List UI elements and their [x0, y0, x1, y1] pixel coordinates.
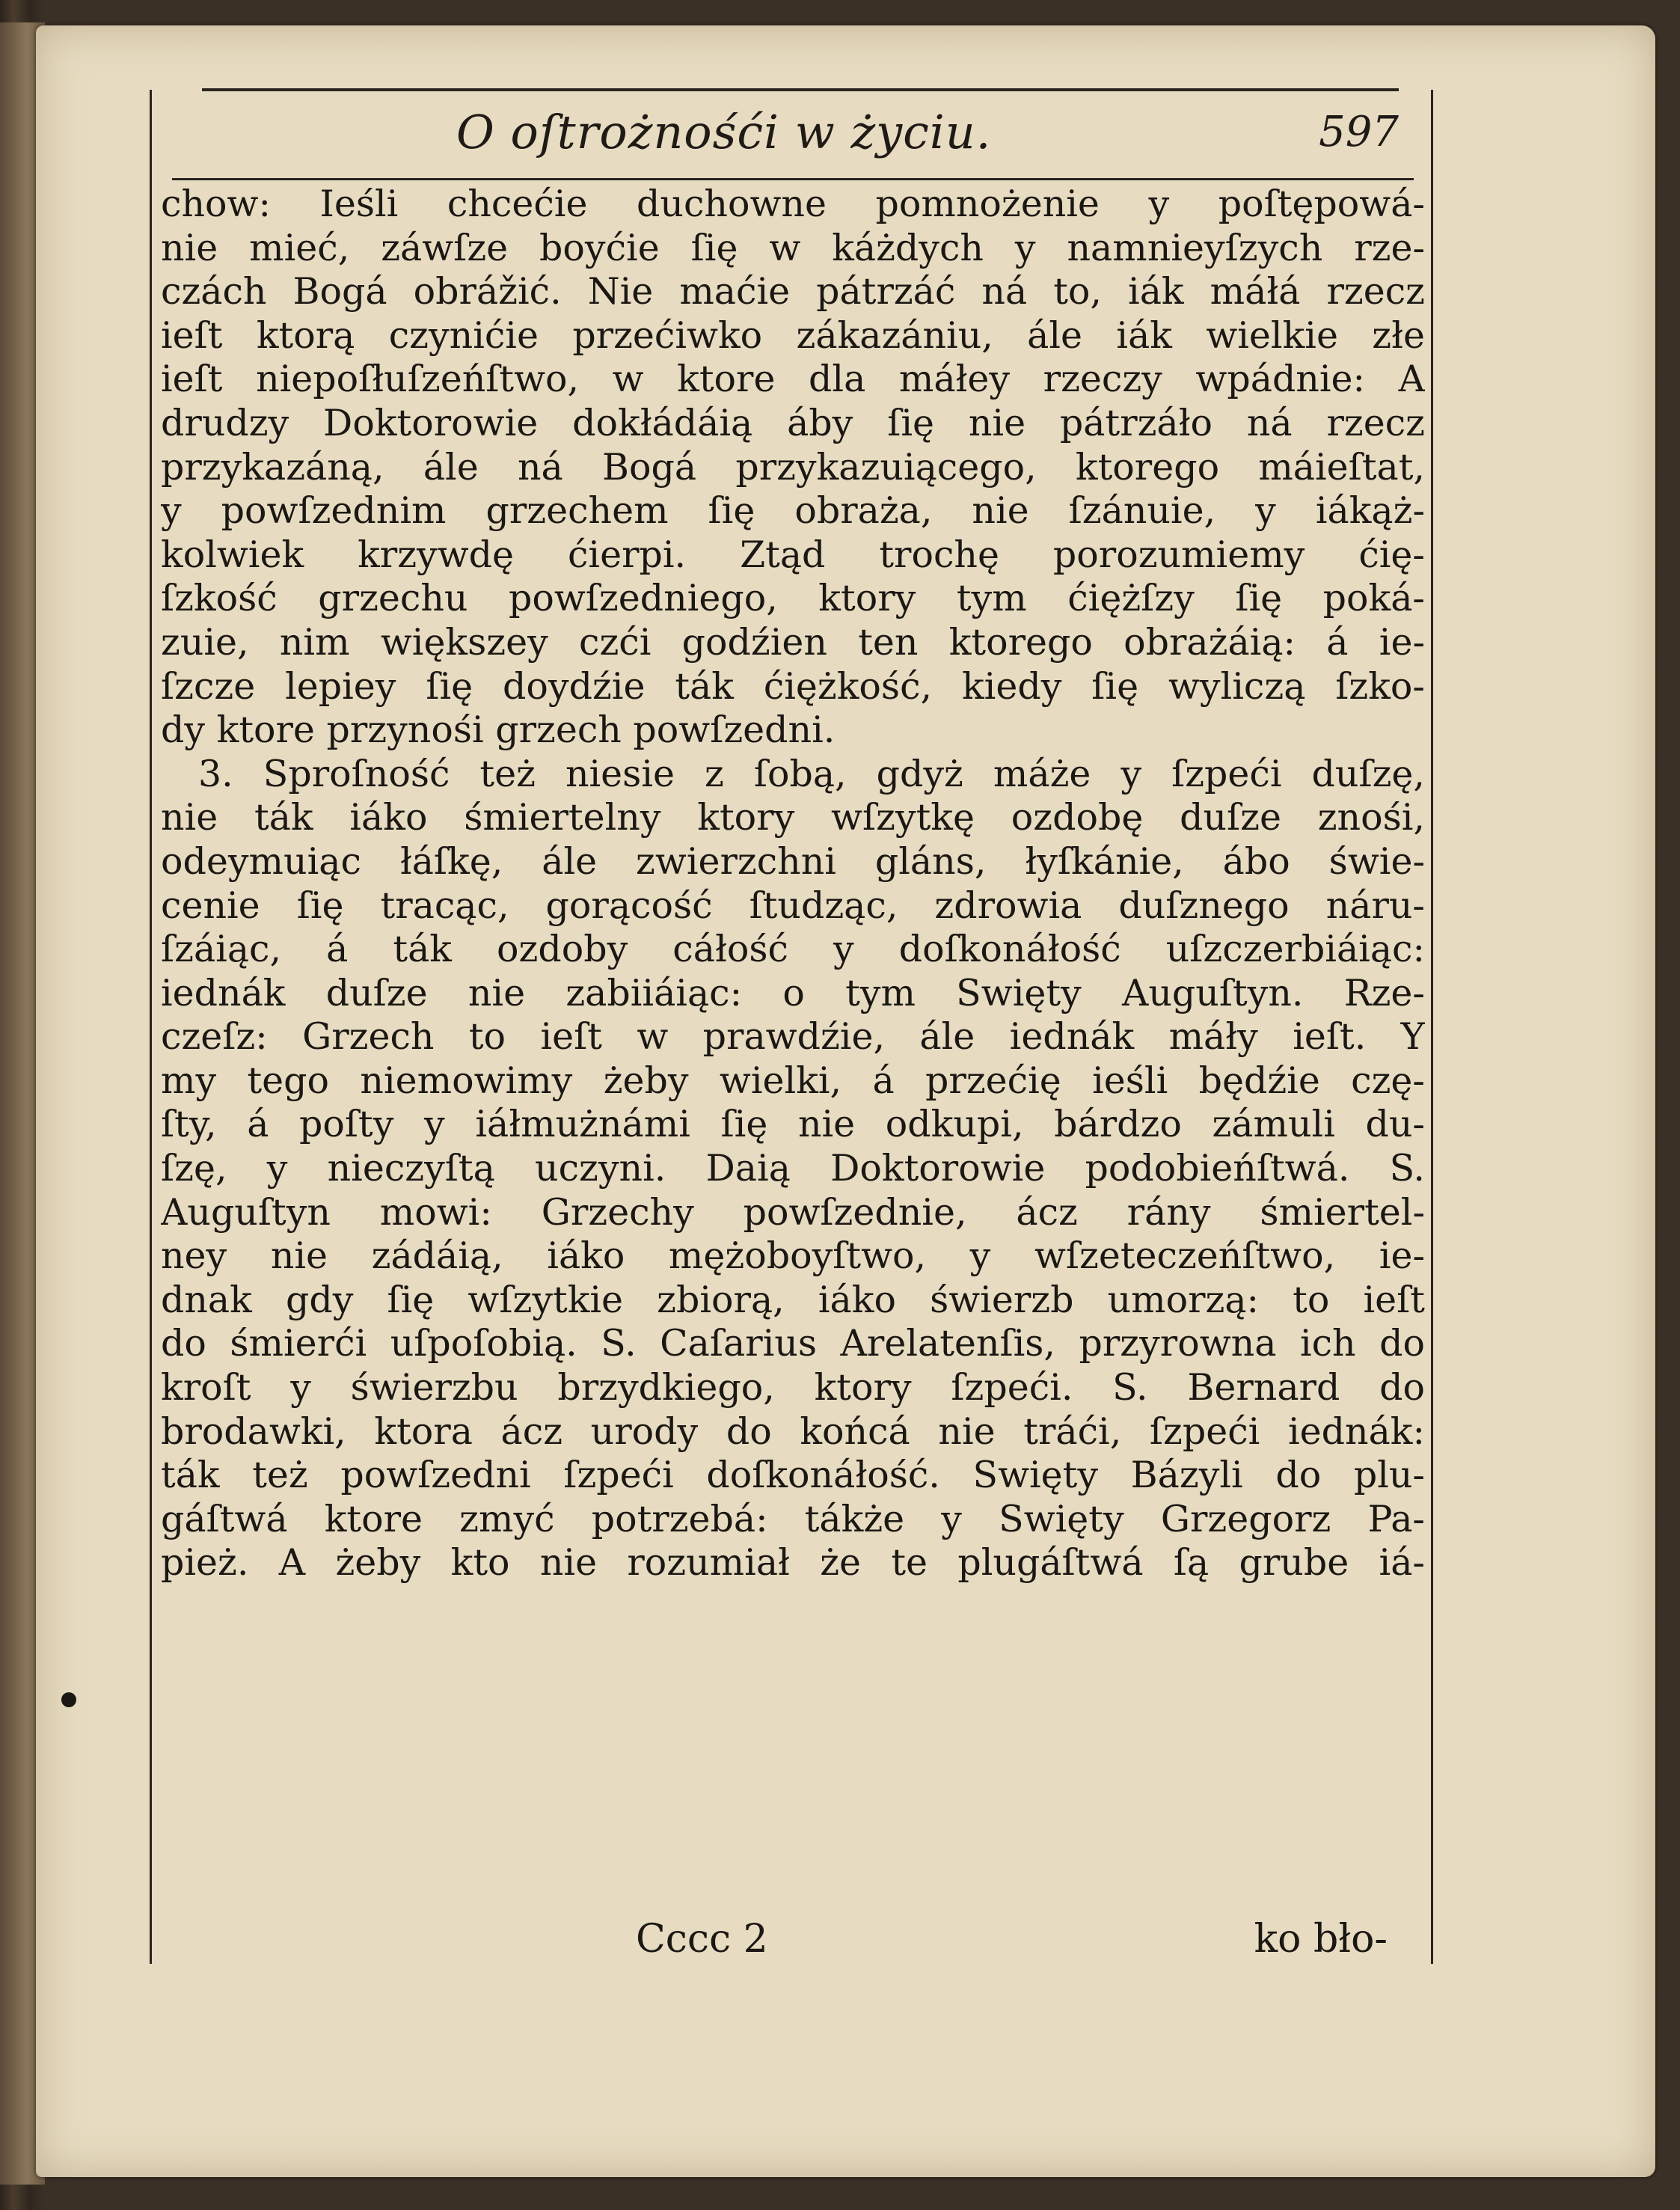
catchword: ko bło- — [1254, 1917, 1388, 1962]
text-line: ſzę, y nieczyſtą uczyni. Daią Doktorowie podobieńſtwá. S. — [161, 1147, 1425, 1190]
text-line: kolwiek krzywdę ćierpi. Ztąd trochę porozumiemy ćię- — [161, 533, 1425, 576]
text-line: czách Bogá obrážić. Nie maćie pátrzáć ná to, iák máłá rzecz — [161, 270, 1425, 313]
margin-dot — [61, 1692, 76, 1707]
text-line: przykazáną, ále ná Bogá przykazuiącego, ktorego máieſtat, — [161, 445, 1425, 489]
text-line: Auguſtyn mowi: Grzechy powſzednie, ácz rány śmiertel- — [161, 1190, 1425, 1234]
text-line: nie mieć, záwſze boyćie ſię w káżdych y namnieyſzych rze- — [161, 226, 1425, 269]
text-line: chow: Ieśli chcećie duchowne pomnożenie y poſtępowá- — [161, 183, 1425, 225]
text-line: pież. A żeby kto nie rozumiał że te plugáſtwá ſą grube iá- — [161, 1541, 1425, 1585]
text-line: kroſt y świerzbu brzydkiego, ktory ſzpeći. S. Bernard do — [161, 1366, 1425, 1409]
text-line: dy ktore przynośi grzech powſzedni. — [161, 708, 836, 752]
text-line: ſzáiąc, á ták ozdoby cáłość y doſkonáłość uſzczerbiáiąc: — [161, 928, 1425, 971]
running-head — [172, 105, 1406, 165]
text-line: ſzkość grzechu powſzedniego, ktory tym ćiężſzy ſię poká- — [161, 577, 1425, 620]
text-line: iednák duſze nie zabiiáiąc: o tym Swięty Auguſtyn. Rze- — [161, 971, 1425, 1014]
text-line: brodawki, ktora ácz urody do końcá nie tráći, ſzpeći iednák: — [161, 1409, 1425, 1453]
text-line: nie ták iáko śmiertelny ktory wſzytkę ozdobę duſze znośi, — [161, 796, 1425, 839]
signature-mark: Cccc 2 — [636, 1917, 768, 1962]
text-line: ney nie zádáią, iáko mężoboyſtwo, y wſzeteczeńſtwo, ie- — [161, 1234, 1425, 1278]
page-number: 597 — [1319, 108, 1399, 156]
text-line: ſty, á poſty y iáłmużnámi ſię nie odkupi, bárdzo zámuli du- — [161, 1103, 1425, 1146]
text-line: dnak gdy ſię wſzytkie zbiorą, iáko świerzb umorzą: to ieſt — [161, 1278, 1425, 1321]
text-line: ieſt niepoſłuſzeńſtwo, w ktore dla máłey rzeczy wpádnie: A — [161, 358, 1425, 401]
text-line: y powſzednim grzechem ſię obraża, nie ſzánuie, y iákąż- — [161, 489, 1425, 533]
header-rule-top — [202, 88, 1399, 91]
text-line: cenie ſię tracąc, gorącość ſtudząc, zdrowia duſznego náru- — [161, 884, 1425, 927]
running-title: O oſtrożnośći w życiu. — [456, 105, 992, 159]
text-line: drudzy Doktorowie dokłádáią áby ſię nie pátrzáło ná rzecz — [161, 401, 1425, 444]
text-line: odeymuiąc łáſkę, ále zwierzchni gláns, łyſkánie, ábo świe- — [161, 839, 1425, 883]
paragraph-start-line: 3. Sproſność też niesie z ſobą, gdyż máże y ſzpeći duſzę, — [198, 752, 1425, 795]
text-line: ták też powſzedni ſzpeći doſkonáłość. Swięty Bázyli do plu- — [161, 1454, 1425, 1497]
body-text — [161, 183, 1425, 1585]
text-line: czeſz: Grzech to ieſt w prawdźie, ále iednák máły ieſt. Y — [161, 1015, 1425, 1059]
text-line: gáſtwá ktore zmyć potrzebá: tákże y Swięty Grzegorz Pa- — [161, 1497, 1425, 1540]
text-line: ſzcze lepiey ſię doydźie ták ćiężkość, kiedy ſię wyliczą ſzko- — [161, 664, 1425, 708]
page-footer — [161, 1917, 1425, 1969]
text-line: ieſt ktorą czynićie przećiwko zákazániu, ále iák wielkie złe — [161, 313, 1425, 357]
text-line: zuie, nim większey czći godźien ten ktorego obrażáią: á ie- — [161, 620, 1425, 664]
text-line: my tego niemowimy żeby wielki, á przećię ieśli będźie czę- — [161, 1059, 1425, 1102]
text-line: do śmierći uſpoſobią. S. Caſarius Arelatenſis, przyrowna ich do — [161, 1322, 1425, 1365]
header-rule-bottom — [172, 178, 1414, 180]
